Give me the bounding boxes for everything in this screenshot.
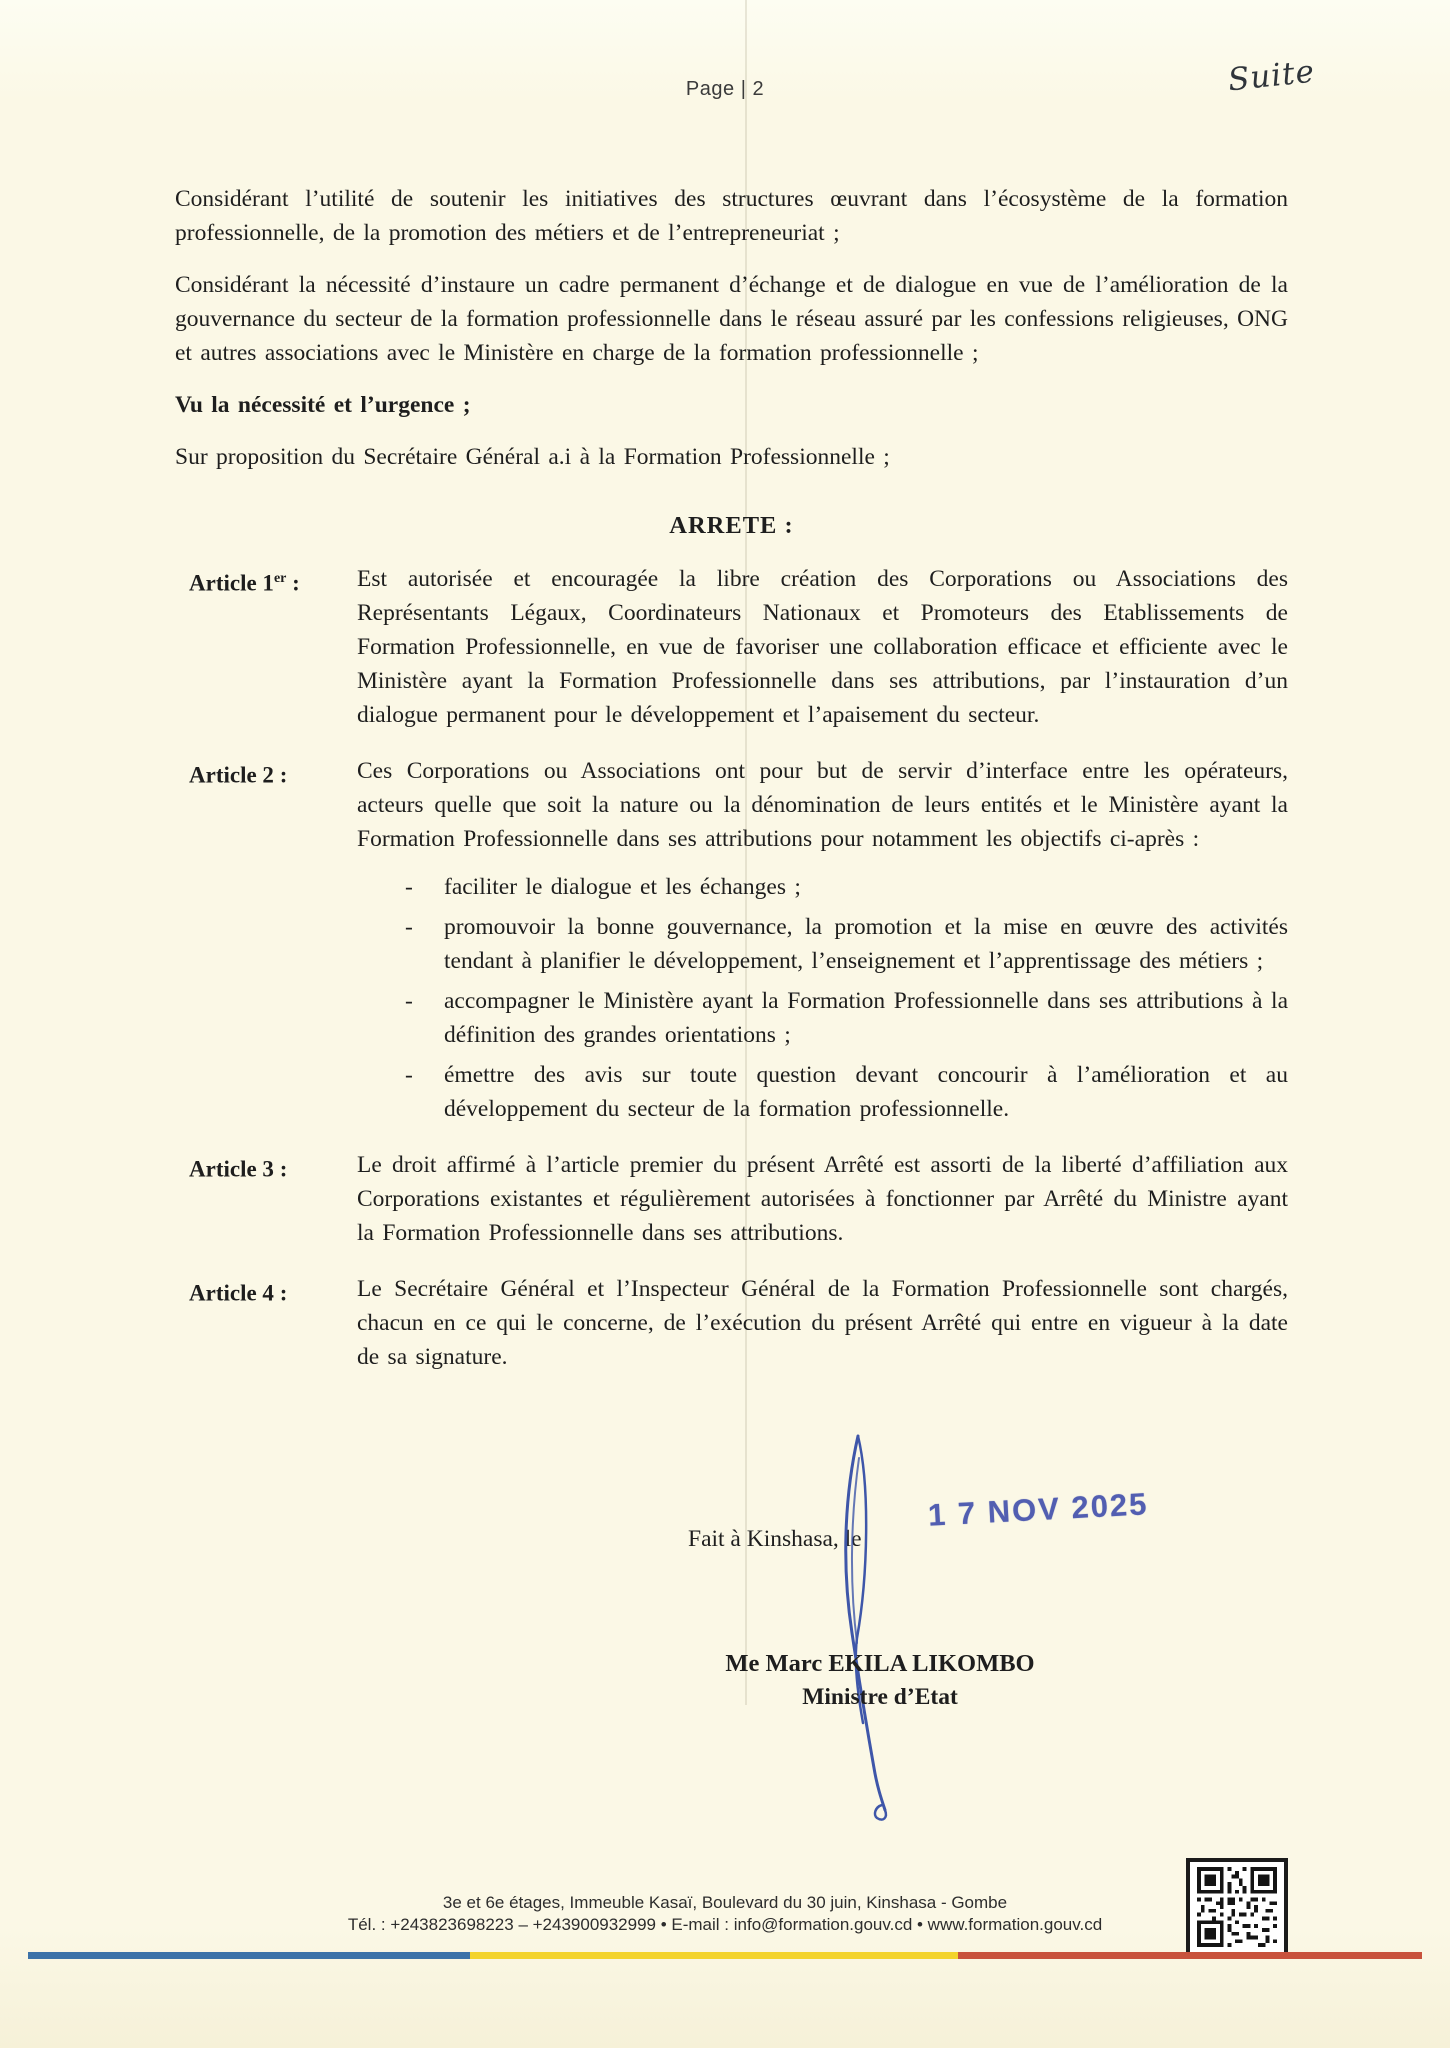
proposition-line: Sur proposition du Secrétaire Général a.i à la Formation Professionnelle ; bbox=[175, 444, 890, 470]
list-item bbox=[405, 1058, 1288, 1126]
article-1-label bbox=[175, 562, 357, 601]
article-4-label bbox=[175, 1272, 357, 1311]
urgency-clause: Vu la nécessité et l’urgence ; bbox=[175, 392, 471, 418]
list-item bbox=[405, 984, 1288, 1052]
article-2-body bbox=[357, 754, 1288, 1126]
date-stamp: 1 7 NOV 2025 bbox=[927, 1486, 1150, 1533]
page-number: Page | 2 bbox=[685, 78, 765, 100]
flag-stripe-yellow bbox=[470, 1952, 958, 1959]
dash-marker: - bbox=[405, 914, 413, 940]
article-1-label-sup: er bbox=[273, 571, 287, 586]
list-item-text: émettre des avis sur toute question devant concourir à l’amélioration et au développement du secteur de la formation professionnelle. bbox=[444, 1062, 1288, 1122]
document-body bbox=[175, 0, 1288, 1374]
article-4 bbox=[175, 1272, 1288, 1374]
preamble-paragraph-2: Considérant la nécessité d’instaure un cadre permanent d’échange et de dialogue en vue de l’amélioration de la gouvernance du secteur de la formation professionnelle dans le réseau assuré par les confessions religieuses, ONG et autres associations avec le Ministère en charge de la formation professionnelle ; bbox=[175, 272, 1288, 366]
article-2-label-text: Article 2 bbox=[189, 762, 274, 788]
article-2-label bbox=[175, 754, 357, 793]
article-1-label-colon: : bbox=[286, 570, 300, 596]
flag-stripe-blue bbox=[28, 1952, 470, 1959]
qr-code-pattern bbox=[1195, 1867, 1279, 1947]
article-3 bbox=[175, 1148, 1288, 1250]
article-4-label-text: Article 4 bbox=[189, 1280, 274, 1306]
article-3-label-text: Article 3 bbox=[189, 1156, 274, 1182]
flag-stripe bbox=[28, 1952, 1422, 1959]
handwritten-suite-note: Suite bbox=[1226, 53, 1317, 99]
signatory-block bbox=[660, 1650, 1100, 1711]
flag-stripe-red bbox=[958, 1952, 1422, 1959]
dash-marker: - bbox=[405, 988, 413, 1014]
article-1-body: Est autorisée et encouragée la libre création des Corporations ou Associations des Représentants Légaux, Coordinateurs Nationaux et Promoteurs des Etablissements de Formation Professionnelle, en vue de favoriser une collaboration efficace et efficiente avec le Ministère ayant la Formation Professionnelle dans ses attributions, par l’instauration d’un dialogue permanent pour le développement et l’apaisement du secteur. bbox=[357, 566, 1288, 728]
footer-contacts: Tél. : +243823698223 – +243900932999 • E-mail : info@formation.gouv.cd • www.formation.gouv.cd bbox=[347, 1915, 1103, 1934]
place-date-line: Fait à Kinshasa, le bbox=[688, 1526, 862, 1552]
dash-marker: - bbox=[405, 874, 413, 900]
article-1-label-text: Article 1 bbox=[189, 570, 274, 596]
article-4-label-colon: : bbox=[273, 1280, 288, 1306]
article-2-intro: Ces Corporations ou Associations ont pour but de servir d’interface entre les opérateurs, acteurs quelle que soit la nature ou la dénomination de leurs entités et le Ministère ayant la Formation Professionnelle dans ses attributions pour notamment les objectifs ci-après : bbox=[357, 758, 1288, 852]
article-4-body: Le Secrétaire Général et l’Inspecteur Général de la Formation Professionnelle sont chargés, chacun en ce qui le concerne, de l’exécution du présent Arrêté qui entre en vigueur à la date de sa signature. bbox=[357, 1276, 1288, 1370]
signatory-title: Ministre d’Etat bbox=[802, 1684, 958, 1710]
article-3-label bbox=[175, 1148, 357, 1187]
list-item bbox=[405, 870, 1288, 904]
decree-heading: ARRETE : bbox=[669, 512, 794, 539]
footer-address: 3e et 6e étages, Immeuble Kasaï, Boulevard du 30 juin, Kinshasa - Gombe bbox=[442, 1893, 1008, 1912]
list-item-text: faciliter le dialogue et les échanges ; bbox=[444, 874, 801, 900]
qr-code bbox=[1186, 1858, 1288, 1956]
preamble-paragraph-1: Considérant l’utilité de soutenir les initiatives des structures œuvrant dans l’écosystème de la formation professionnelle, de la promotion des métiers et de l’entrepreneuriat ; bbox=[175, 186, 1288, 246]
article-1 bbox=[175, 562, 1288, 732]
signatory-name: Me Marc EKILA LIKOMBO bbox=[725, 1650, 1035, 1677]
objectives-list bbox=[357, 870, 1288, 1126]
dash-marker: - bbox=[405, 1062, 413, 1088]
article-2-label-colon: : bbox=[273, 762, 288, 788]
signature-ink bbox=[800, 1428, 940, 1823]
article-3-body: Le droit affirmé à l’article premier du présent Arrêté est assorti de la liberté d’affiliation aux Corporations existantes et régulièrement autorisées à fonctionner par Arrêté du Ministre ayant la Formation Professionnelle dans ses attributions. bbox=[357, 1152, 1288, 1246]
article-2 bbox=[175, 754, 1288, 1126]
list-item bbox=[405, 910, 1288, 978]
list-item-text: accompagner le Ministère ayant la Formation Professionnelle dans ses attributions à la définition des grandes orientations ; bbox=[444, 988, 1288, 1048]
list-item-text: promouvoir la bonne gouvernance, la promotion et la mise en œuvre des activités tendant à planifier le développement, l’enseignement et l’apprentissage des métiers ; bbox=[444, 914, 1288, 974]
article-3-label-colon: : bbox=[273, 1156, 288, 1182]
